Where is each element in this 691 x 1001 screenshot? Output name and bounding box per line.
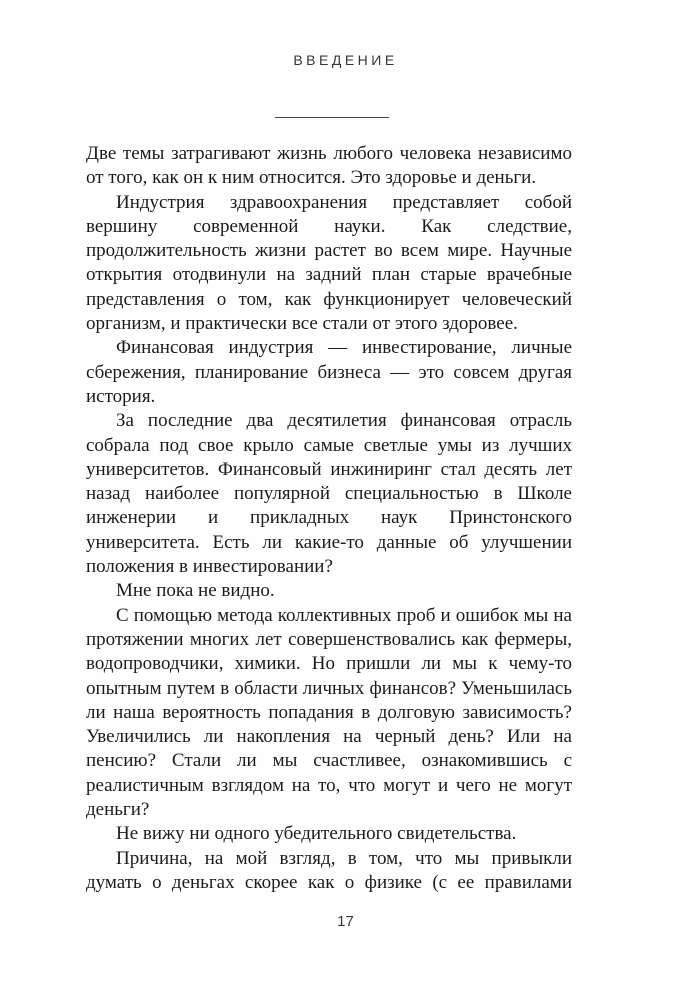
paragraph: Финансовая индустрия — инвестирование, личные сбережения, планирование бизнеса — это совсем другая история. (86, 337, 572, 407)
page-number: 17 (337, 913, 354, 930)
paragraph: За последние два десятилетия финансовая отрасль собрала под свое крыло самые светлые умы из лучших университетов. Финансовый инжиниринг стал десять лет назад наиболее популярной специальностью в Школе инженерии и прикладных наук Принстонского университета. Есть ли какие-то данные об улучшении положения в инвестировании? (86, 410, 572, 578)
paragraph: Индустрия здравоохранения представляет собой вершину современной науки. Как следствие, продолжительность жизни растет во всем мире. Научные открытия отодвинули на задний план старые врачебные представления о том, как функционирует человеческий организм, и практически все стали от этого здоровее. (86, 191, 572, 335)
paragraph: Не вижу ни одного убедительного свидетельства. (116, 823, 517, 845)
paragraph: Две темы затрагивают жизнь любого человека независимо от того, как он к ним относится. Это здоровье и деньги. (86, 143, 572, 189)
chapter-title: ВВЕДЕНИЕ (293, 52, 398, 68)
title-divider (275, 117, 389, 118)
paragraph: Причина, на мой взгляд, в том, что мы привыкли думать о деньгах скорее как о физике (с ее правилами (86, 847, 572, 893)
body-text (86, 142, 572, 895)
paragraph: С помощью метода коллективных проб и ошибок мы на протяжении многих лет совершенствовались как фермеры, водопроводчики, химики. Но пришли ли мы к чему-то опытным путем в области личных финансов? Уменьшилась ли наша вероятность попадания в долговую зависимость? Увеличились ли накопления на черный день? Или на пенсию? Стали ли мы счастливее, ознакомившись с реалистичным взглядом на то, что могут и чего не могут деньги? (86, 604, 572, 821)
paragraph: Мне пока не видно. (116, 580, 275, 602)
